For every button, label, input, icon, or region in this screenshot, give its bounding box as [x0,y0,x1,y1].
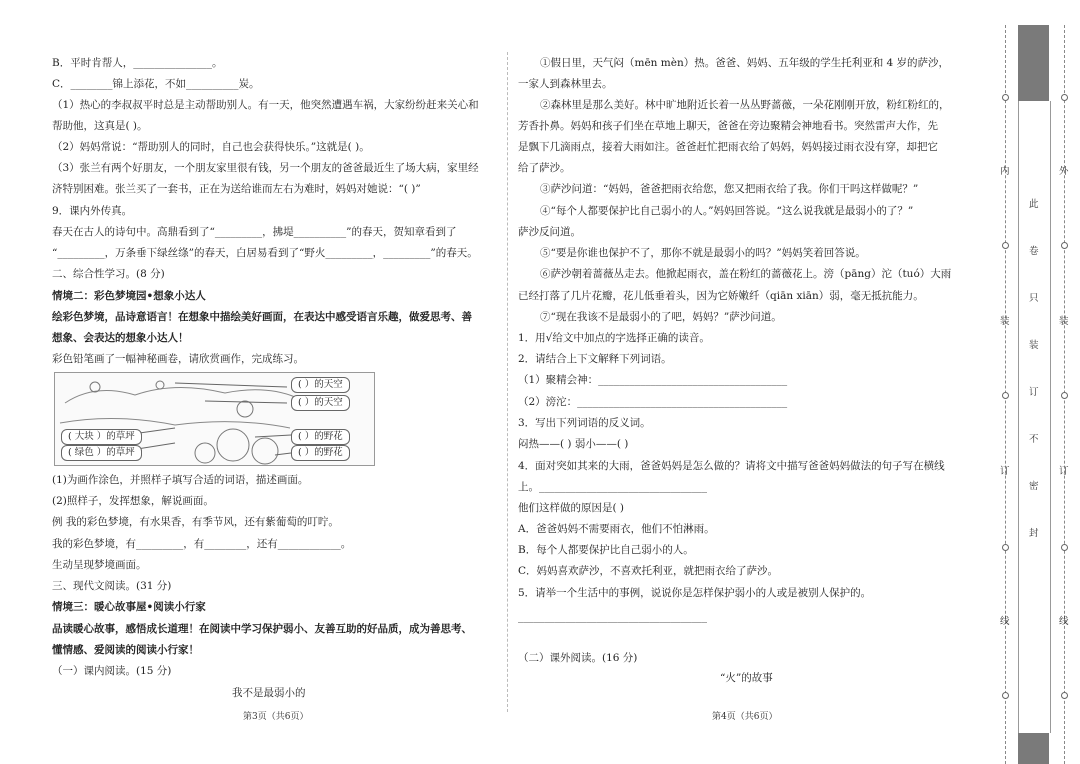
passage-line: 芳香扑鼻。妈妈和孩子们坐在草地上聊天，爸爸在旁边聚精会神地看书。突然雷声大作，先 [518,120,938,132]
text-line: 帮助他，这真是( )。 [52,120,148,132]
text-line: （1）热心的李叔叔平时总是主动帮助别人。有一天，他突然遭遇车祸，大家纷纷赶来关心和 [52,99,479,111]
scenario-heading: 情境二：彩色梦境园•想象小达人 [52,290,206,302]
text-line: 懂情感、爱阅读的阅读小行家！ [52,644,199,656]
page-number-right: 第4页（共6页） [712,712,778,722]
hole-dot [1002,242,1009,249]
scenario-heading: 情境三：暖心故事屋•阅读小行家 [52,601,206,613]
text-line: (1)为画作涂色，并照样子填写合适的词语，描述画面。 [52,474,309,486]
binding-notice-char: 不 [1029,434,1039,445]
hole-dot [1002,392,1009,399]
binding-mark: 订 [1000,466,1010,477]
passage-line: ①假日里，天气闷（mēn mèn）热。爸爸、妈妈、五年级的学生托利亚和 4 岁的萨沙， [540,57,950,69]
section-heading: 三、现代文阅读。(31 分) [52,580,172,592]
question-line: 1．用√给文中加点的字选择正确的读音。 [518,332,710,344]
passage-line: 是飘下几滴雨点，接着大雨如注。爸爸赶忙把雨衣给了妈妈，妈妈接过雨衣没有穿，却把它 [518,141,938,153]
question-line: （1）聚精会神：____________________________________ [518,374,788,386]
binding-mark: 线 [1059,616,1069,627]
gray-bar-bottom [1018,733,1049,764]
sky-label-2: ( ）的天空 [291,395,350,411]
binding-mark: 外 [1059,166,1069,177]
text-line: 彩色铅笔画了一幅神秘画卷，请欣赏画作，完成练习。 [52,353,304,365]
binding-notice-char: 只 [1029,293,1039,304]
binding-mark: 内 [1000,166,1010,177]
binding-mark: 装 [1000,316,1010,327]
passage-line: 萨沙反问道。 [518,226,581,238]
hole-dot [1061,242,1068,249]
lawn-label-1: ( 大块 ）的草坪 [61,429,142,445]
text-line: 绘彩色梦境，品诗意语言！在想象中描绘美好画面，在表达中感受语言乐趣，做爱思考、善 [52,311,472,323]
text-line: “_________，万条垂下绿丝绦”的春天，白居易看到了“野火_________，_________”的春天。 [52,247,478,259]
page-divider [507,52,508,712]
answer-blank: ____________________________________ [518,611,707,623]
option-a: A．爸爸妈妈不需要雨衣，他们不怕淋雨。 [518,523,715,535]
passage-line: 给了萨沙。 [518,162,571,174]
text-line: （3）张兰有两个好朋友，一个朋友家里很有钱，另一个朋友的爸爸最近生了场大病，家里经 [52,162,479,174]
option-c: C．妈妈喜欢萨沙，不喜欢托利亚，就把雨衣给了萨沙。 [518,565,779,577]
hole-dot [1061,692,1068,699]
hole-dot [1002,544,1009,551]
question-line: 3．写出下列词语的反义词。 [518,417,651,429]
binding-mark: 装 [1059,316,1069,327]
text-line: 9．课内外传真。 [52,205,133,217]
question-line: （2）滂沱：________________________________________ [518,396,788,408]
passage-line: ③萨沙问道：“妈妈，爸爸把雨衣给您，您又把雨衣给了我。你们干吗这样做呢？” [540,183,919,195]
flower-label-1: ( ）的野花 [291,429,350,445]
binding-mark: 订 [1059,466,1069,477]
option-b: B．每个人都要保护比自己弱小的人。 [518,544,694,556]
text-line: 我的彩色梦境，有_________，有________，还有____________。 [52,538,352,550]
binding-notice-char: 密 [1029,481,1039,492]
page-number-left: 第3页（共6页） [243,712,309,722]
hole-dot [1002,692,1009,699]
text-line: (2)照样子，发挥想象，解说画面。 [52,495,214,507]
hole-dot [1061,544,1068,551]
subsection-heading: （一）课内阅读。(15 分) [52,665,172,677]
dreamland-picture [54,372,375,466]
binding-mark: 线 [1000,616,1010,627]
flower-label-2: ( ）的野花 [291,445,350,461]
passage-line: 一家人到森林里去。 [518,78,613,90]
binding-notice-char: 订 [1029,387,1039,398]
passage-line: 已经打落了几片花瓣，花儿低垂着头，因为它娇嫩纤（qiān xiān）弱，毫无抵抗能力。 [518,290,924,302]
subsection-heading: （二）课外阅读。(16 分) [518,652,638,664]
hole-dot [1002,94,1009,101]
text-line: B．平时肯帮人，_______________。 [52,57,223,69]
question-line: 2．请结合上下文解释下列词语。 [518,353,672,365]
sky-label-1: ( ）的天空 [291,377,350,393]
binding-notice-char: 卷 [1029,246,1039,257]
text-line: 想象、会表达的想象小达人！ [52,332,189,344]
hole-dot [1061,94,1068,101]
binding-notice-char: 装 [1029,340,1039,351]
question-line: 上。________________________________ [518,481,707,493]
question-line: 4．面对突如其来的大雨，爸爸妈妈是怎么做的？请将文中描写爸爸妈妈做法的句子写在横线 [518,460,945,472]
text-line: 品读暖心故事，感悟成长道理！在阅读中学习保护弱小、友善互助的好品质，成为善思考、 [52,623,472,635]
passage-line: ⑥萨沙朝着蔷薇丛走去。他掀起雨衣，盖在粉红的蔷薇花上。滂（pāng）沱（tuó）大雨 [540,268,952,280]
question-line: 他们这样做的原因是( ) [518,502,625,514]
question-line: 5．请举一个生活中的事例，说说你是怎样保护弱小的人或是被别人保护的。 [518,587,872,599]
text-line: 生动呈现梦境画面。 [52,559,147,571]
text-line: 春天在古人的诗句中。高鼎看到了“_________，拂堤__________”的春天，贺知章看到了 [52,226,457,238]
text-line: C．________锦上添花，不如__________炭。 [52,78,260,90]
passage-line: ⑦“现在我该不是最弱小的了吧，妈妈？”萨沙问道。 [540,311,782,323]
text-line: 济特别困难。张兰买了一套书，正在为送给谁而左右为难时，妈妈对她说：“( )” [52,183,421,195]
question-line: 闷热——( ) 弱小——( ) [518,438,629,450]
passage-line: ④“每个人都要保护比自己弱小的人。”妈妈回答说。“这么说我就是最弱小的了？” [540,205,914,217]
binding-notice-char: 此 [1029,199,1039,210]
lawn-label-2: ( 绿色 ）的草坪 [61,445,142,461]
section-heading: 二、综合性学习。(8 分) [52,268,165,280]
passage-title: 我不是最弱小的 [232,687,306,699]
hole-dot [1061,392,1068,399]
text-line: （2）妈妈常说：“帮助别人的同时，自己也会获得快乐。”这就是( )。 [52,141,370,153]
gray-bar-top [1018,25,1049,101]
text-line: 例 我的彩色梦境，有水果香，有季节风，还有紫葡萄的叮咛。 [52,516,339,528]
passage-line: ⑤“要是你谁也保护不了，那你不就是最弱小的吗？”妈妈笑着回答说。 [540,247,866,259]
passage-line: ②森林里是那么美好。林中旷地附近长着一丛丛野蔷薇，一朵花刚刚开放，粉红粉红的， [540,99,950,111]
binding-notice-char: 封 [1029,528,1039,539]
passage-title: “火”的故事 [720,672,773,684]
